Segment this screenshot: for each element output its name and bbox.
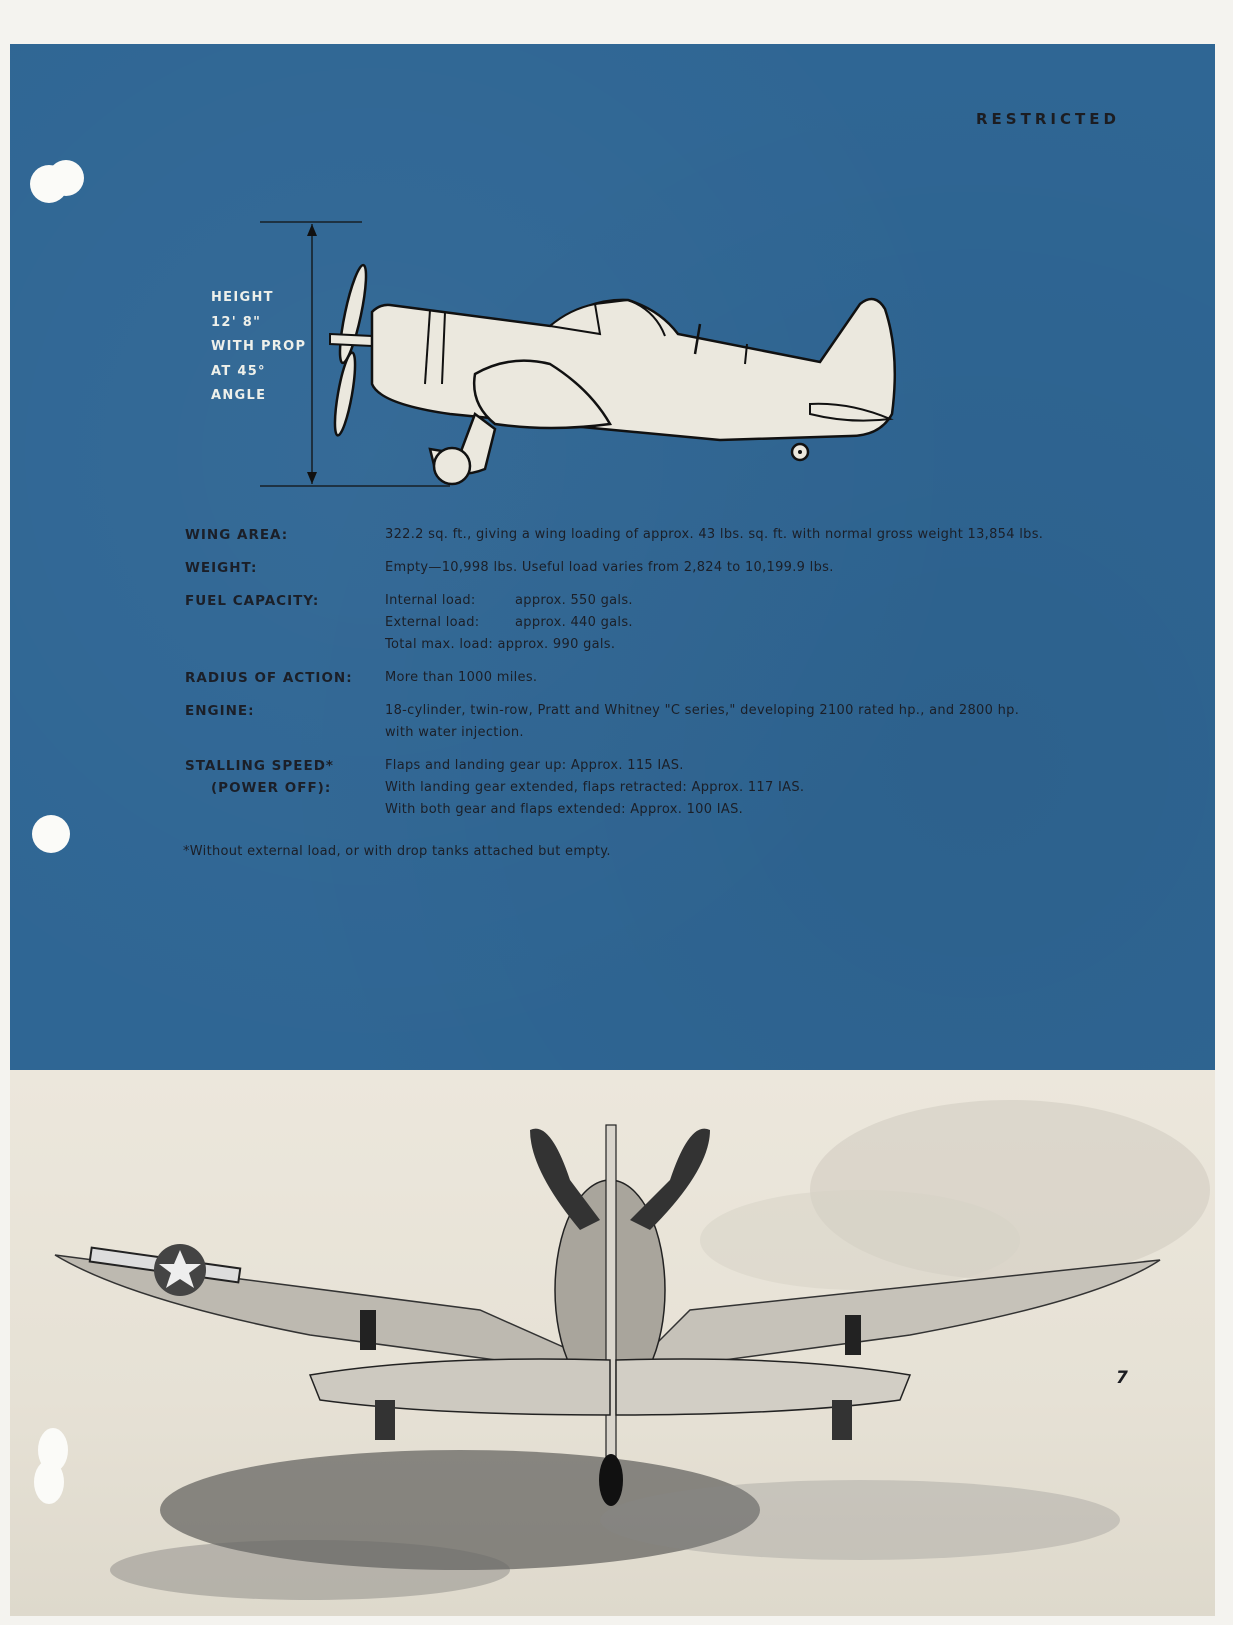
fuel-value: approx. 440 gals. bbox=[515, 615, 633, 630]
spec-label bbox=[180, 755, 385, 821]
spec-value bbox=[385, 590, 1140, 656]
stall-line: With landing gear extended, flaps retracted: Approx. 117 IAS. bbox=[385, 780, 805, 795]
stall-line: Flaps and landing gear up: Approx. 115 IAS. bbox=[385, 758, 684, 773]
fuel-value: approx. 990 gals. bbox=[497, 637, 616, 652]
fuel-key: Internal load: bbox=[385, 593, 476, 608]
classification-marking: RESTRICTED bbox=[976, 110, 1120, 128]
spec-row-fuel-capacity bbox=[180, 590, 1140, 656]
footnote: *Without external load, or with drop tanks attached but empty. bbox=[183, 844, 611, 859]
spec-row-stalling-speed bbox=[180, 755, 1140, 821]
spec-label: ENGINE: bbox=[185, 703, 255, 719]
punch-hole bbox=[34, 1460, 64, 1504]
page-number: 7 bbox=[1116, 1368, 1128, 1388]
spec-row-wing-area bbox=[180, 524, 1140, 546]
fuel-line bbox=[385, 612, 1140, 634]
spec-value: More than 1000 miles. bbox=[385, 670, 538, 685]
fuel-line bbox=[385, 590, 1140, 612]
spec-row-engine bbox=[180, 700, 1140, 744]
document-page bbox=[10, 44, 1215, 1616]
aircraft-illustration bbox=[10, 1070, 1215, 1616]
punch-hole bbox=[32, 815, 70, 853]
fuel-key: External load: bbox=[385, 615, 480, 630]
spec-row-weight bbox=[180, 557, 1140, 579]
height-label-line: HEIGHT bbox=[211, 290, 274, 305]
aircraft-side-view-diagram bbox=[250, 214, 930, 494]
fuel-value: approx. 550 gals. bbox=[515, 593, 633, 608]
blue-spec-panel bbox=[10, 44, 1215, 1070]
fuel-key: Total max. load: bbox=[385, 637, 494, 652]
engine-line: 18-cylinder, twin-row, Pratt and Whitney "C series," developing 2100 rated hp., and 2800 hp. bbox=[385, 703, 1020, 718]
punch-hole bbox=[48, 160, 84, 196]
spec-label: FUEL CAPACITY: bbox=[185, 593, 320, 609]
spec-label-line: (POWER OFF): bbox=[211, 780, 332, 796]
engine-line: with water injection. bbox=[385, 725, 524, 740]
spec-value: 322.2 sq. ft., giving a wing loading of approx. 43 lbs. sq. ft. with normal gross weight 13,854 lbs. bbox=[385, 527, 1044, 542]
spec-value bbox=[385, 755, 1140, 821]
height-label-line: AT 45° bbox=[211, 363, 266, 379]
spec-row-radius-of-action bbox=[180, 667, 1140, 689]
spec-label: WING AREA: bbox=[185, 527, 289, 543]
specifications-list bbox=[180, 524, 1140, 832]
spec-label: RADIUS OF ACTION: bbox=[185, 670, 353, 686]
height-label-line: ANGLE bbox=[211, 388, 267, 403]
fuel-line bbox=[385, 634, 1140, 656]
stall-line: With both gear and flaps extended: Approx. 100 IAS. bbox=[385, 802, 744, 817]
spec-label: WEIGHT: bbox=[185, 560, 258, 576]
height-label-line: WITH PROP bbox=[211, 339, 307, 354]
aircraft-rear-view-illustration bbox=[10, 1070, 1215, 1616]
height-label-line: 12' 8" bbox=[211, 314, 262, 330]
spec-label-line: STALLING SPEED* bbox=[185, 758, 334, 774]
spec-value: Empty—10,998 lbs. Useful load varies from 2,824 to 10,199.9 lbs. bbox=[385, 560, 834, 575]
spec-value bbox=[385, 700, 1140, 744]
